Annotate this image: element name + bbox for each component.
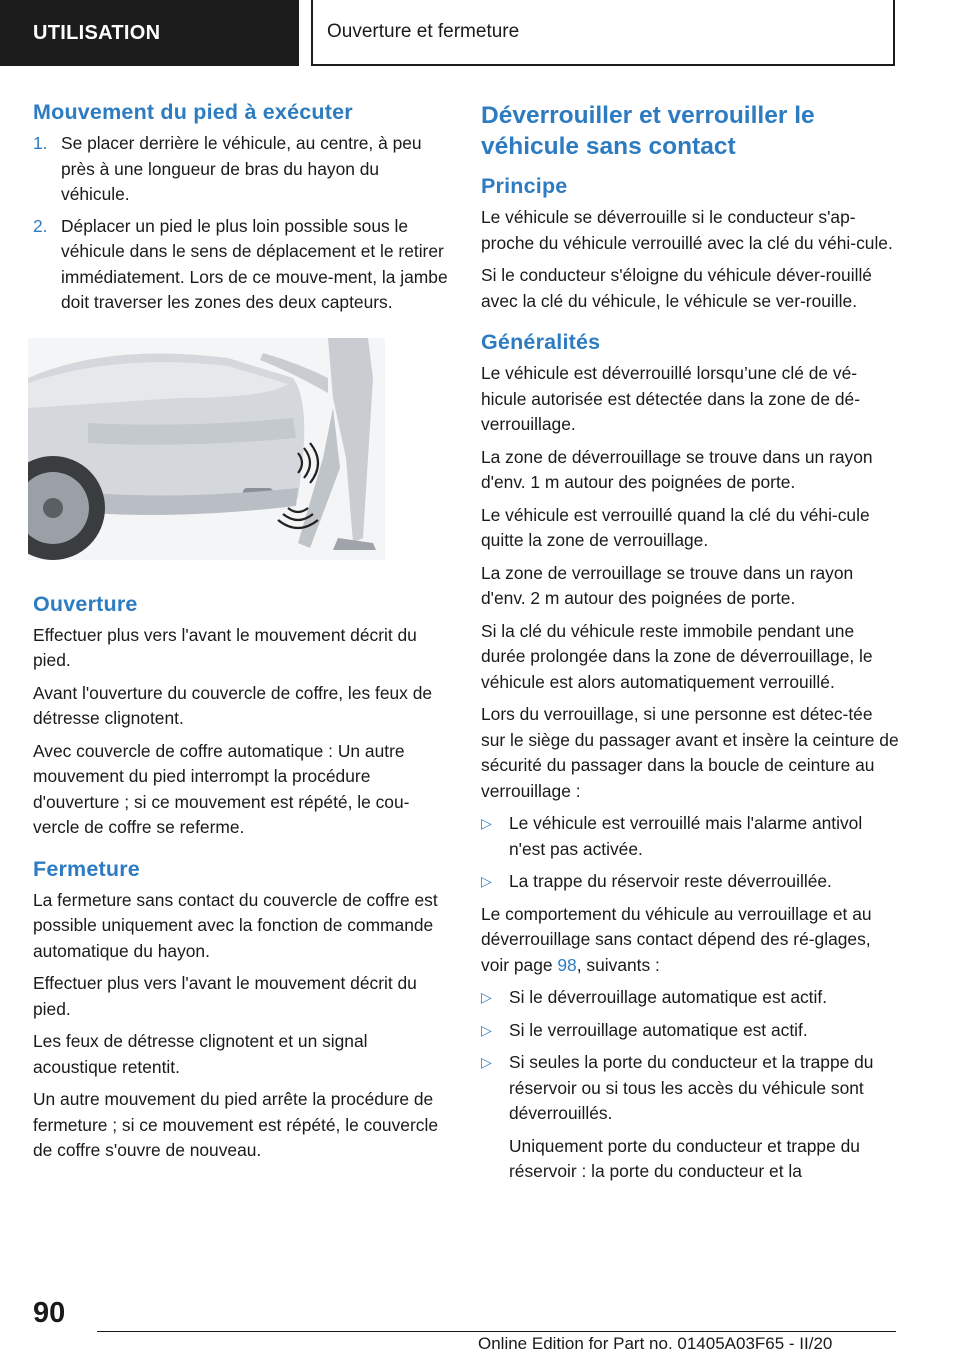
- triangle-bullet-icon: ▷: [481, 873, 492, 889]
- page-number: 90: [33, 1297, 66, 1329]
- paragraph: Effectuer plus vers l'avant le mouvement décrit du pied.: [33, 973, 417, 1019]
- header-section: UTILISATION: [0, 0, 299, 66]
- paragraph-text: , suivants :: [576, 954, 660, 975]
- paragraph: Uniquement porte du conducteur et trappe du réservoir : la porte du conducteur et la: [509, 1135, 860, 1181]
- list-item: [481, 869, 901, 895]
- paragraph-text: Le comportement du véhicule au verrouillage et au déverrouillage sans contact dépend des ré-glages, voir page: [481, 903, 872, 975]
- paragraph: La zone de déverrouillage se trouve dans un rayon d'env. 1 m autour des poignées de porte.: [481, 446, 873, 492]
- list-item: [481, 1050, 901, 1127]
- list-text: Se placer derrière le véhicule, au centre, à peu près à une longueur de bras du hayon du véhicule.: [61, 133, 422, 204]
- list-item: [33, 214, 448, 316]
- right-column: [481, 100, 901, 1192]
- list-text: Déplacer un pied le plus loin possible sous le véhicule dans le sens de déplacement et le retirer immédiatement. Lors de ce mouve-ment, la jambe doit traverser les zones des deux capteurs.: [61, 215, 448, 312]
- left-column: [33, 100, 448, 1171]
- paragraph: Effectuer plus vers l'avant le mouvement décrit du pied.: [33, 624, 417, 670]
- paragraph: Si la clé du véhicule reste immobile pendant une durée prolongée dans la zone de déverrouillage, le véhicule est alors automatiquement verrouillé.: [481, 620, 873, 692]
- header-chapter: Ouverture et fermeture: [311, 0, 895, 66]
- section-title-general: Généralités: [481, 330, 601, 354]
- paragraph: Le véhicule est verrouillé quand la clé du véhi-cule quitte la zone de verrouillage.: [481, 504, 870, 550]
- section-title-principle: Principe: [481, 174, 568, 198]
- list-text: Le véhicule est verrouillé mais l'alarme antivol n'est pas activée.: [509, 813, 863, 859]
- list-text: Si seules la porte du conducteur et la trappe du réservoir ou si tous les accès du véhicule sont déverrouillés.: [509, 1052, 874, 1123]
- list-item: [33, 131, 448, 208]
- paragraph: Si le conducteur s'éloigne du véhicule déver-rouillé avec la clé du véhicule, le véhicule se ver-rouille.: [481, 265, 872, 311]
- list-number: 2.: [33, 215, 48, 236]
- paragraph: La zone de verrouillage se trouve dans un rayon d'env. 2 m autour des poignées de porte.: [481, 562, 854, 608]
- paragraph: Les feux de détresse clignotent et un signal acoustique retentit.: [33, 1031, 368, 1077]
- list-number: 1.: [33, 133, 48, 153]
- paragraph: Le véhicule se déverrouille si le conducteur s'ap-proche du véhicule verrouillé avec la clé du véhi-cule.: [481, 207, 893, 253]
- paragraph: La fermeture sans contact du couvercle de coffre est possible uniquement avec la fonction de commande automatique du hayon.: [33, 889, 438, 961]
- triangle-bullet-icon: ▷: [481, 815, 492, 831]
- page-link[interactable]: 98: [557, 954, 577, 975]
- section-title-closing: Fermeture: [33, 856, 140, 881]
- paragraph: Avec couvercle de coffre automatique : Un autre mouvement du pied interrompt la procédure d'ouverture ; si ce mouvement est répété, le cou-vercle de coffre se referme.: [33, 740, 410, 837]
- triangle-bullet-icon: ▷: [481, 1021, 492, 1038]
- paragraph: Le véhicule est déverrouillé lorsqu’une clé de vé-hicule autorisée est détectée dans la zone de dé-verrouillage.: [481, 363, 860, 434]
- car-trunk-kick-illustration: [28, 338, 385, 560]
- list-item: [481, 811, 901, 862]
- paragraph: [481, 902, 901, 979]
- triangle-bullet-icon: ▷: [481, 989, 492, 1005]
- footer-divider: [97, 1331, 896, 1332]
- list-item: [481, 985, 901, 1011]
- section-title-foot-movement: Mouvement du pied à exécuter: [33, 100, 353, 124]
- list-text: La trappe du réservoir reste déverrouillée.: [509, 871, 832, 891]
- list-text: Si le déverrouillage automatique est actif.: [509, 987, 828, 1007]
- main-title: Déverrouiller et verrouiller le véhicule sans contact: [481, 102, 815, 160]
- list-text: Si le verrouillage automatique est actif.: [509, 1019, 808, 1040]
- paragraph: Un autre mouvement du pied arrête la procédure de fermeture ; si ce mouvement est répété, le couvercle de coffre s'ouvre de nouveau.: [33, 1089, 438, 1160]
- triangle-bullet-icon: ▷: [481, 1054, 492, 1070]
- paragraph: Avant l'ouverture du couvercle de coffre, les feux de détresse clignotent.: [33, 682, 433, 728]
- section-title-opening: Ouverture: [33, 591, 138, 616]
- footer-edition: Online Edition for Part no. 01405A03F65 - II/20: [478, 1334, 833, 1353]
- paragraph: Lors du verrouillage, si une personne est détec-tée sur le siège du passager avant et insère la ceinture de sécurité du passager dans la boucle de ceinture au verrouillage :: [481, 704, 899, 801]
- list-item: [481, 1018, 901, 1044]
